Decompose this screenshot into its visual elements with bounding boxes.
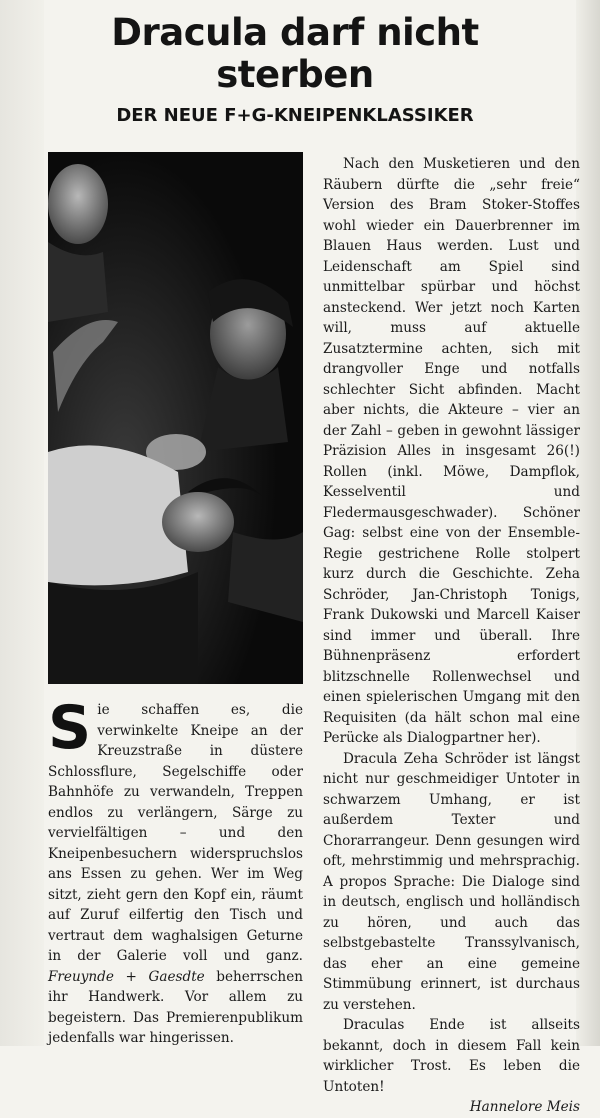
author-byline: Hannelore Meis <box>469 1099 580 1115</box>
article-photo <box>48 152 303 684</box>
page-margin-left <box>0 0 44 1046</box>
article-column-left <box>48 693 303 1049</box>
headline-line-2: sterben <box>216 53 374 96</box>
body-paragraph-2: Dracula Zeha Schröder ist längst nicht nur geschmeidiger Untoter in schwarzem Umhang, er ist außerdem Texter und Chorarrangeur. Denn gesungen wird oft, mehrstimmig und mehrsprachig. A propos Sprache: Die Dialoge sind in deutsch, englisch und holländisch zu hören, und auch das selbstgebastelte Transsylvanisch, das eher an eine gemeine Stimmübung erinnert, ist durchaus zu verstehen. <box>323 750 580 1013</box>
intro-text-b: beherrschen ihr Handwerk. Vor allem zu begeistern. Das Premierenpublikum jedenfalls war hingerissen. <box>48 968 303 1046</box>
subheadline: DER NEUE F+G-KNEIPENKLASSIKER <box>116 105 474 126</box>
actor-head-3 <box>162 492 234 552</box>
actor-head-1 <box>48 164 108 244</box>
photo-actors-illustration <box>48 152 303 684</box>
body-paragraph-1: Nach den Musketieren und den Räubern dürfte die „sehr freie“ Version des Bram Stoker-Stoffes wohl wieder ein Dauerbrenner im Blauen Haus werden. Lust und Leidenschaft am Spiel sind unmittelbar spürbar und höchst ansteckend. Wer jetzt noch Karten will, muss auf aktuelle Zusatztermine achten, sich mit drangvoller Enge und notfalls schlechter Sicht abfinden. Macht aber nichts, die Akteure – vier an der Zahl – geben in gewohnt lässiger Präzision Alles in insgesamt 26(!) Rollen (inkl. Möwe, Dampflok, Kesselventil und Fledermausgeschwader). Schöner Gag: selbst eine von der Ensemble-Regie gestrichene Rolle stolpert kurz durch die Geschichte. Zeha Schröder, Jan-Christoph Tonigs, Frank Dukowski und Marcell Kaiser sind immer und überall. Ihre Bühnenpräsenz erfordert blitzschnelle Rollenwechsel und einen spielerischen Umgang mit den Requisiten (da hält schon mal eine Perücke als Dialogpartner her). <box>323 156 580 746</box>
article-column-right <box>323 154 580 1118</box>
intro-paragraph <box>48 693 303 1049</box>
drop-cap: S <box>48 693 92 763</box>
body-paragraph-3: Draculas Ende ist allseits bekannt, doch in diesem Fall kein wirklicher Trost. Es leben die Untoten! <box>323 1017 580 1095</box>
headline-line-1: Dracula darf nicht <box>111 11 479 54</box>
headline <box>60 12 530 96</box>
intro-text-a: ie schaffen es, die verwinkelte Kneipe an der Kreuzstraße in düstere Schlossflure, Segelschiffe oder Bahnhöfe zu verwandeln, Treppen endlos zu verlängern, Särge zu vervielfältigen – und den Kneipenbesuchern widerspruchslos ans Essen zu gehen. Wer im Weg sitzt, zieht gern den Kopf ein, räumt auf Zuruf eilfertig den Tisch und vertraut dem waghalsigen Geturne in der Galerie voll und ganz. <box>48 702 303 964</box>
ensemble-name: Freuynde + Gaesdte <box>48 968 205 985</box>
